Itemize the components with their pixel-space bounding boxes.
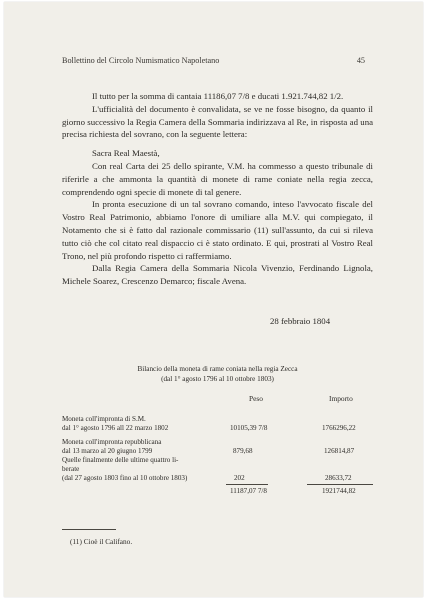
paragraph: L'ufficialità del documento è convalidata, se ve ne fosse bisogno, da quanto il giorno successivo la Regia Camera della Sommaria indirizzava al Re, in risposta ad una precisa richiesta del sovrano, con la seguente lettera: <box>62 103 373 140</box>
total-importo: 1921744,82 <box>322 487 356 495</box>
cell-peso: 202 <box>234 474 245 482</box>
cell-importo: 1766296,22 <box>322 424 356 432</box>
table-row <box>62 456 187 484</box>
table-row <box>62 415 168 433</box>
cell-peso: 10105,39 7/8 <box>230 424 268 432</box>
letter-paragraph: Con real Carta dei 25 dello spirante, V.M. ha commesso a questo tribunale di riferirle a che ammonta la quantità di monete di rame coniate nella regia zecca, comprendendo ogni specie di monete di tal genere. <box>62 160 373 197</box>
row-label: dal 1° agosto 1796 all 22 marzo 1802 <box>62 424 169 433</box>
column-header-peso: Peso <box>249 394 263 403</box>
row-label: berate <box>62 465 80 474</box>
cell-importo: 28633,72 <box>325 474 352 482</box>
row-label: (dal 27 agosto 1803 fino al 10 ottobre 1803) <box>62 474 188 483</box>
row-label: dal 13 marzo al 20 giugno 1799 <box>62 447 153 456</box>
letter-signatories: Dalla Regia Camera della Sommaria Nicola Vivenzio, Ferdinando Lignola, Michele Soarez, Crescenzo Demarco; fiscale Avena. <box>62 263 373 287</box>
total-peso: 11187,07 7/8 <box>230 487 267 495</box>
table-title <box>62 364 373 384</box>
sum-rule <box>226 484 268 485</box>
letter-date: 28 febbraio 1804 <box>270 316 331 326</box>
row-label: Moneta coll'impronta di S.M. <box>62 415 146 423</box>
cell-peso: 879,68 <box>233 447 253 455</box>
row-label: Moneta coll'impronta repubblicana <box>62 438 162 446</box>
column-header-importo: Importo <box>329 394 353 403</box>
table-row <box>62 438 161 456</box>
footnote-rule <box>62 529 116 530</box>
body-text <box>62 90 373 288</box>
page-number: 45 <box>356 56 365 65</box>
cell-importo: 126814,87 <box>324 447 355 455</box>
document-page <box>4 2 423 597</box>
letter-paragraph: In pronta esecuzione di un tal sovrano comando, inteso l'avvocato fiscale del Vostro Real Patrimonio, abbiamo l'onore di umiliare alla M.V. qui compiegato, il Notamento che si è fatto dal razionale commissario (11) sull'assunto, da cui si rileva tutto ciò che col citato real dispaccio ci è stato ordinato. E qui, prostrati al Vostro Real Trono, nel più profondo rispetto ci raffermiamo. <box>62 199 373 261</box>
footnote: (11) Cioè il Califano. <box>70 537 133 546</box>
salutation: Sacra Real Maestà, <box>92 148 160 159</box>
table-subtitle-line: (dal 1° agosto 1796 al 10 ottobre 1803) <box>161 375 274 383</box>
table-title-line: Bilancio della moneta di rame coniata nella regia Zecca <box>137 365 298 373</box>
paragraph: Il tutto per la somma di cantaia 11186,07 7/8 e ducati 1.921.744,82 1/2. <box>92 91 344 101</box>
journal-title: Bollettino del Circolo Numismatico Napoletano <box>62 56 220 65</box>
sum-rule <box>307 484 373 485</box>
row-label: Quelle finalmente delle ultime quattro li- <box>62 456 179 464</box>
